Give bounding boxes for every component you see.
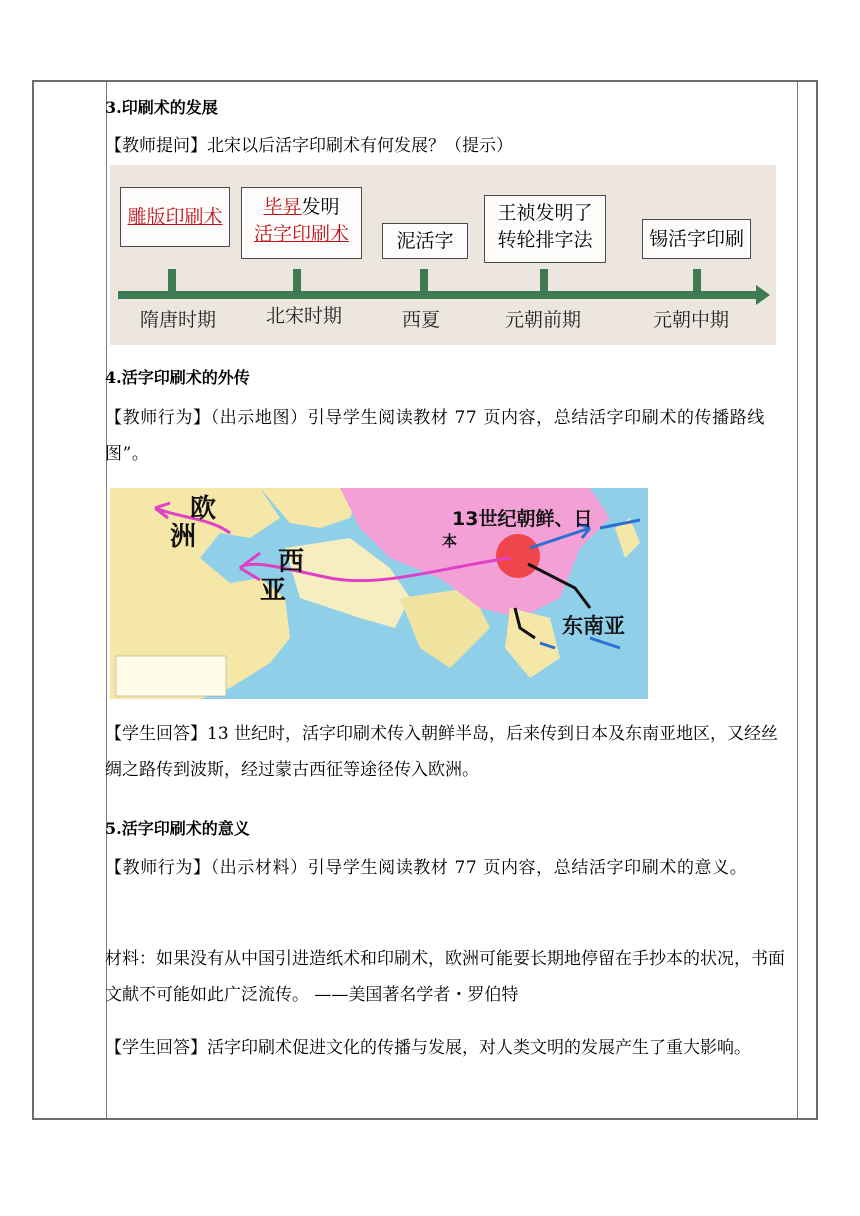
timeline-arrow-head [756,285,770,305]
teacher-question: 【教师提问】北宋以后活字印刷术有何发展？（提示） [105,136,513,156]
timeline-box-text: 雕版印刷术 [127,206,223,228]
timeline-box-woodblock [120,187,230,247]
timeline-box-tin-type [642,219,751,259]
map-label-japan: 本 [442,532,458,550]
timeline-tick [693,269,701,293]
teacher-action-material: 【教师行为】（出示材料）引导学生阅读教材 77 页内容，总结活字印刷术的意义。 [105,858,748,878]
section-heading-development: 3.印刷术的发展 [105,98,218,117]
section-heading-spread: 4.活字印刷术的外传 [105,368,250,387]
invented-word: 发明 [301,196,340,218]
inventor-name: 毕昇 [263,196,302,218]
timeline-box-line: 王祯发明了 [497,202,593,224]
student-answer-significance: 【学生回答】活字印刷术促进文化的传播与发展，对人类文明的发展产生了重大影响。 [105,1038,751,1058]
timeline-box-line: 转轮排字法 [497,229,593,251]
map-label-southeast-asia: 东南亚 [562,614,625,638]
timeline-period: 隋唐时期 [140,309,217,331]
spread-route-map [110,488,648,699]
timeline-tick [540,269,548,293]
student-answer-spread: 【学生回答】13 世纪时，活字印刷术传入朝鲜半岛，后来传到日本及东南亚地区，又经丝绸之路传到波斯，经过蒙古西征等途径传入欧洲。 [105,724,779,780]
section-heading-significance: 5.活字印刷术的意义 [105,819,250,838]
timeline-box-line [242,221,361,248]
map-label-west-asia: 亚 [260,576,287,606]
timeline-box-movable-type [241,187,362,259]
printing-timeline [110,165,776,345]
map-label-europe: 欧 [190,494,217,524]
map-label-europe: 洲 [170,522,197,552]
movable-type-term: 活字印刷术 [253,223,349,245]
timeline-box-text: 泥活字 [396,230,454,252]
timeline-period: 北宋时期 [266,305,343,327]
timeline-box-text: 锡活字印刷 [648,228,744,250]
timeline-period: 西夏 [402,309,441,331]
teacher-action-map: 【教师行为】（出示地图）引导学生阅读教材 77 页内容，总结活字印刷术的传播路线图”。 [105,408,765,464]
timeline-axis [118,291,758,299]
timeline-box-rotary [484,195,606,263]
timeline-box-clay-type [382,223,468,259]
timeline-tick [420,269,428,293]
timeline-tick [168,269,176,293]
timeline-box-line [242,194,361,221]
map-label-korea-japan: 13世纪朝鲜、日 [452,508,593,530]
table-column-divider-right [797,82,798,1118]
timeline-period: 元朝中期 [653,309,730,331]
map-label-west-asia: 西 [278,547,305,577]
timeline-tick [293,269,301,293]
material-quote: 材料：如果没有从中国引进造纸术和印刷术，欧洲可能要长期地停留在手抄本的状况，书面文献不可能如此广泛流传。 ——美国著名学者・罗伯特 [105,949,785,1005]
timeline-period: 元朝前期 [505,309,582,331]
